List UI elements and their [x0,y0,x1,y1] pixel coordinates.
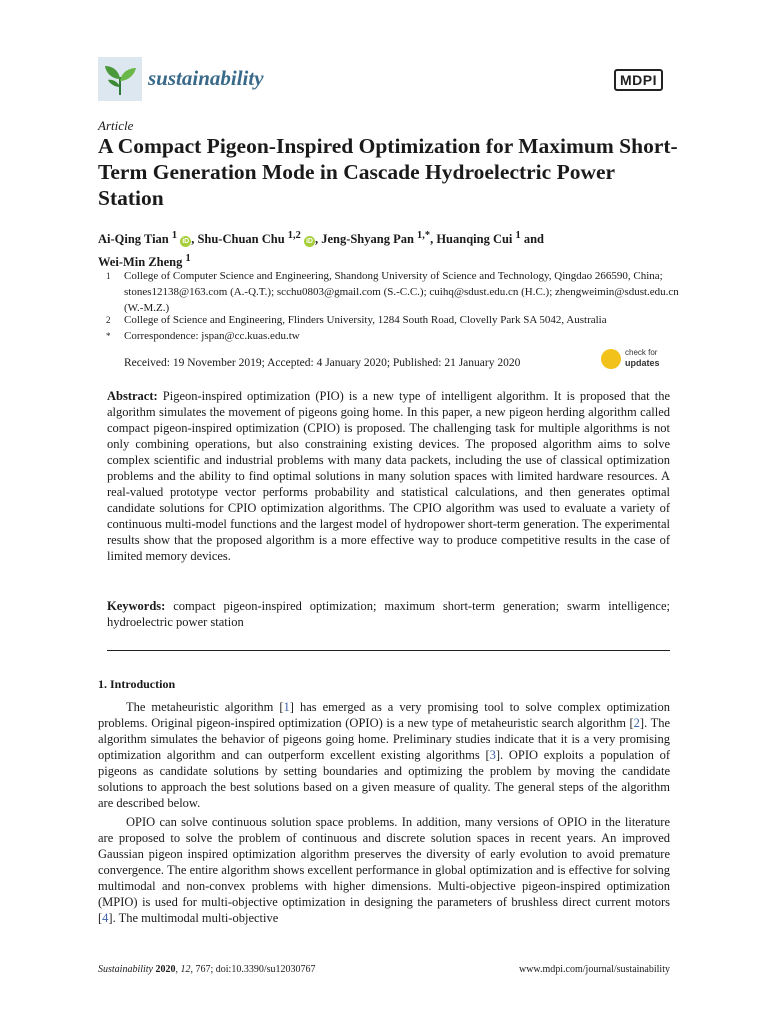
correspondence [98,328,678,344]
section-divider [107,650,670,651]
footer-year: 2020 [155,964,176,975]
citation-link[interactable]: 3 [489,748,496,762]
keywords-text: compact pigeon-inspired optimization; maximum short-term generation; swarm intelligence; hydroelectric power station [107,599,670,629]
paragraph-text: ]. OPIO exploits a population of pigeons as candidate solutions by setting boundaries and optimizing the problem by moving the candidate solutions to approach the best solutions based on a given measure of quality. The general steps of the algorithm are described below. [98,748,670,810]
intro-paragraph [98,699,670,811]
author-name: Jeng-Shyang Pan [321,232,414,247]
paragraph-text: OPIO can solve continuous solution space problems. In addition, many versions of OPIO in the literature are proposed to solve the problem of continuous and discrete solution spaces in recent years. An improved Gaussian pigeon inspired optimization algorithm preserves the diversity of early evolution to avoid premature convergence. The entire algorithm shows excellent performance in global optimization and is effective for solving multimodal and non-convex problems with higher dimensions. Multi-objective pigeon-inspired optimization (MPIO) is used for multi-objective optimization in designing the parameters of brushless direct current motors [ [98,815,670,925]
paper-title: A Compact Pigeon-Inspired Optimization for Maximum Short-Term Generation Mode in Cascade Hydroelectric Power Station [98,134,678,210]
author-list: Ai-Qing Tian $^1$ iD , Shu-Chuan Chu $^{1,2}$ iD , Jeng-Shyang Pan $^{1,*}$, Huanqing Cui $^1$ and Wei-Min Zheng $^1$ [98,230,545,270]
publication-dates: Received: 19 November 2019; Accepted: 4 January 2020; Published: 21 January 2020 [124,357,521,369]
author-name: Shu-Chuan Chu [197,232,285,247]
affiliation-marker: * [106,331,111,341]
author-name: Wei-Min Zheng [98,255,183,270]
footer-volume: 12 [180,964,191,975]
author-affiliation-mark: 1 [171,230,178,241]
author-name: Huanqing Cui [436,232,513,247]
orcid-icon[interactable]: iD [182,238,190,246]
footer-url[interactable]: www.mdpi.com/journal/sustainability [518,964,670,975]
footer-journal: Sustainability [98,964,153,975]
check-updates-line1: check for [625,348,658,357]
affiliation-text: College of Science and Engineering, Flinders University, 1284 South Road, Clovelly Park SA 5042, Australia [124,314,607,326]
check-updates-icon [601,349,621,369]
sprout-icon [98,57,142,101]
affiliation [98,268,678,316]
orcid-icon[interactable]: iD [305,238,313,246]
correspondence-text: Correspondence: jspan@cc.kuas.edu.tw [124,330,300,342]
abstract-label: Abstract: [107,389,158,403]
affiliation-marker: 1 [106,271,111,281]
affiliation [98,312,678,328]
keywords [107,598,670,630]
keywords-label: Keywords: [107,599,166,613]
journal-name: sustainability [148,66,264,90]
footer-doi: , 767; doi:10.3390/su12030767 [190,964,316,975]
affiliation-marker: 2 [106,315,111,325]
affiliation-text: College of Computer Science and Engineering, Shandong University of Science and Technology, Qingdao 266590, China; stones12138@163.com (A.-Q.T.); scchu0803@gmail.com (S.-C.C.); cuihq@sdust.edu.cn (H.C.); zhengweimin@sdust.edu.cn (W.-M.Z.) [124,270,679,314]
paragraph-text: ]. The algorithm simulates the behavior of pigeons going home. Preliminary studies indicate that it is a very promising optimization algorithm and can outperform excellent existing algorithms [ [98,716,670,762]
author-name: Ai-Qing Tian [98,232,169,247]
paragraph-text: ]. The multimodal multi-objective [108,911,279,925]
author-affiliation-mark: 1,* [417,230,431,241]
article-type: Article [98,118,134,133]
author-conjunction: and [523,232,545,247]
publisher-logo: MDPI [614,69,663,91]
citation-link[interactable]: 2 [633,716,640,730]
paragraph-text: The metaheuristic algorithm [ [126,700,284,714]
citation-link[interactable]: 4 [102,911,109,925]
abstract-text: Pigeon-inspired optimization (PIO) is a new type of intelligent algorithm. It is proposed that the algorithm simulates the movement of pigeons going home. In this paper, a new pigeon herding algorithm called compact pigeon-inspired optimization (CPIO) is proposed. The challenging task for multiple algorithms is not only combining operations, but also constraining existing devices. The proposed algorithm aims to solve complex scientific and industrial problems with many data packets, including the use of classical optimization problems and the ability to find optimal solutions in many solution spaces with limited hardware resources. A real-valued prototype vector performs probability and statistical calculations, and then generates optimal candidate solutions for CPIO optimization algorithms. The CPIO algorithm was used to evaluate a variety of continuous multi-model functions and the largest model of hydropower short-term generation. The experimental results show that the proposed algorithm is a more effective way to produce competitive results in the case of limited memory devices. [107,389,670,563]
author-affiliation-mark: 1 [515,230,521,241]
author-affiliation-mark: 1,2 [287,230,301,241]
intro-paragraph [98,814,670,926]
citation-link[interactable]: 1 [283,700,290,714]
footer-citation: Sustainability 2020, 12, 767; doi:10.3390/su12030767 [98,964,316,975]
abstract [107,388,670,564]
paragraph-text: ] has emerged as a very promising tool to solve complex optimization problems. Original pigeon-inspired optimization (OPIO) is a new type of metaheuristic search algorithm [ [98,700,670,730]
journal-logo [98,57,142,101]
check-for-updates-badge[interactable] [601,346,671,372]
check-updates-line2: updates [625,358,660,368]
section-heading: 1. Introduction [98,677,176,691]
author-affiliation-mark: 1 [185,253,191,265]
